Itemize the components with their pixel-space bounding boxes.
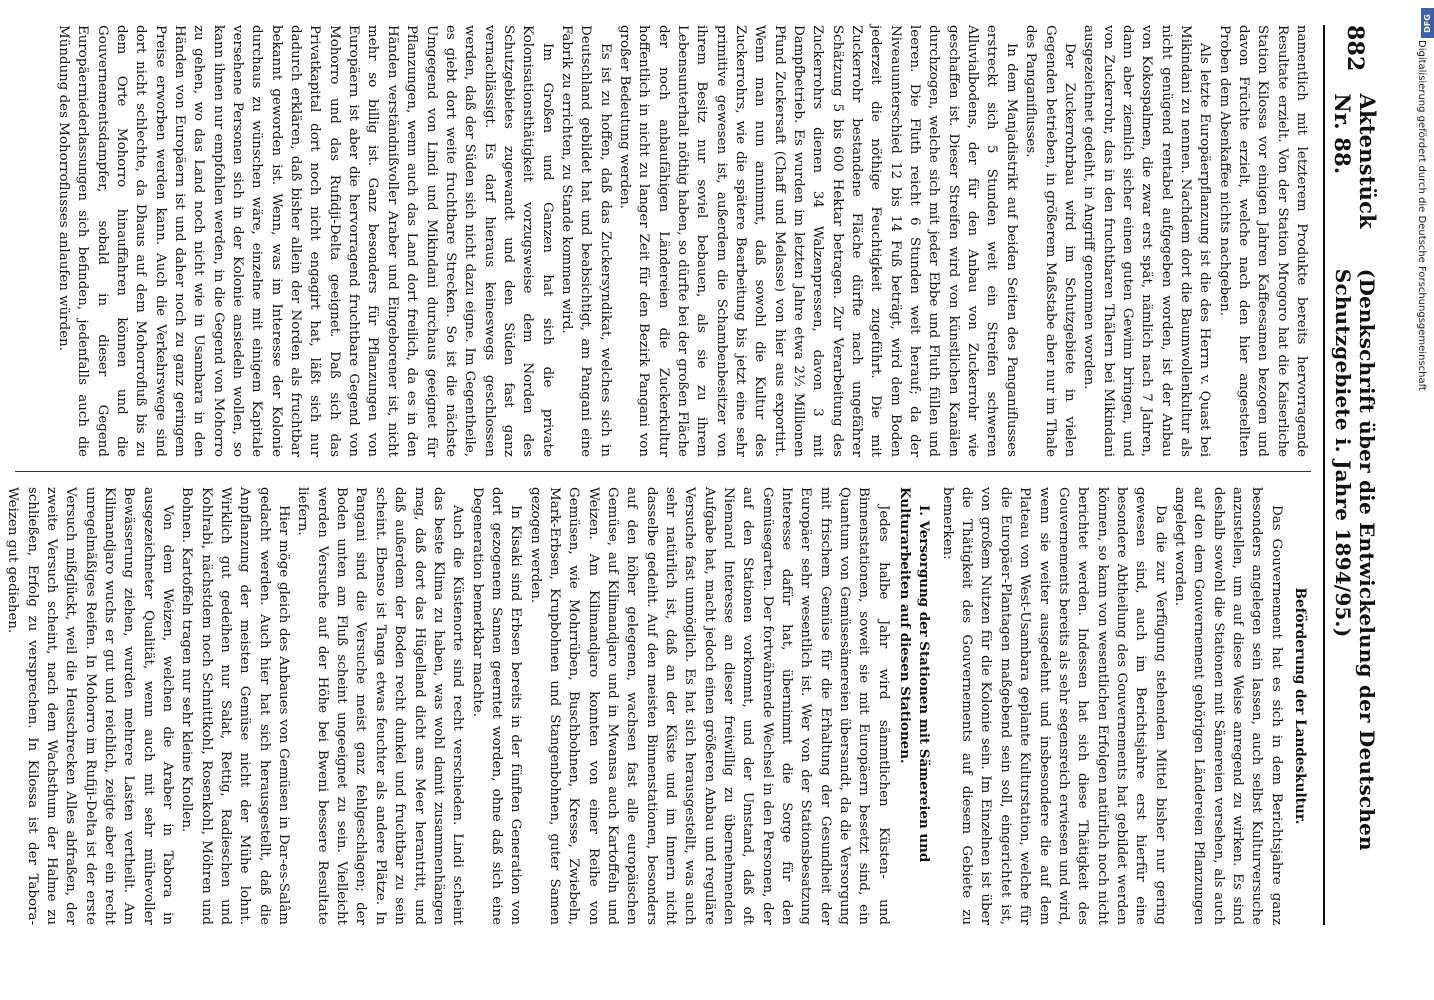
subsection-heading: I. Versorgung der Stationen mit Sämereien und Kulturarbeiten auf diesen Stationen. bbox=[897, 487, 933, 863]
right-column bbox=[5, 487, 1311, 925]
column-divider bbox=[15, 471, 1311, 472]
dfg-logo: DFG bbox=[1421, 8, 1434, 38]
paragraph: Der Zuckerrohrbau wird im Schutzgebiete in vielen Gegenden betrieben, in größerem Maßstabe aber nur im Thale des Panganiflusses. bbox=[1023, 25, 1077, 457]
running-title: (Denkschrift über die Entwickelung der Deutschen Schutzgebiete i. Jahre 1894/95.) bbox=[1331, 268, 1379, 851]
paragraph: Hier möge gleich des Anbaues von Gemüsen in Dar-es-Salâm gedacht werden. Auch hier hat sich herausgestellt, daß die Anpflanzung der meisten Gemüse nicht der Mühe lohnt. Wirklich gut gedeihen nur Salat, Rettig, Radieschen und Kohlrabi, nächstdem noch Schnittkohl, Rosenkohl, Möhren und Bohnen. Kartoffeln tragen nur sehr kleine Knollen. bbox=[179, 487, 292, 925]
page-header bbox=[1323, 25, 1385, 925]
digitization-note-text: Digitalisierung gefördert durch die Deutsche Forschungsgemeinschaft bbox=[1416, 40, 1427, 391]
paragraph: Von dem Weizen, welchen die Araber in Tabora in ausgezeichneter Qualität, wenn auch mit sehr mühevoller Bewässerung ziehen, wurden mehrere Lasten vertheilt. Am Kilimandjaro wuchs er gut und reichlich, zeigte aber ein recht unregelmäßiges Reifen. In Mohorro im Rufiji-Delta ist der erste Versuch mißglückt, weil die Heuschrecken Alles abfraßen, der zweite Versuch scheint, nach dem Wachsthum der Halme zu schließen, Erfolg zu versprechen. In Kilossa ist der Tabora-Weizen gut gediehen. bbox=[5, 487, 176, 925]
paragraph: Als letzte Europäerpflanzung ist die des Herrn v. Quast bei Mikindani zu nennen. Nachdem dort die Baumwollenkultur als nicht genügend rentabel aufgegeben worden, ist der Anbau von Kokospalmen, die zwar erst spät, nämlich nach 7 Jahren, dann aber ziemlich sicher einen guten Gewinn bringen, und von Zuckerrohr, das in den fruchtbaren Thälern bei Mikindani ausgezeichnet gedeiht, in Angriff genommen worden. bbox=[1081, 25, 1213, 457]
paragraph: Es ist zu hoffen, daß das Zuckersyndikat, welches sich in Deutschland gebildet hat und beabsichtigt, am Pangani eine Fabrik zu errichten, zu Stande kommen wird. bbox=[558, 25, 613, 457]
paragraph: Auch die Küstenorte sind recht verschieden. Lindi scheint das beste Klima zu haben, was wohl damit zusammenhängen mag, daß dort das Hügelland dicht ans Meer herantritt, und daß außerdem der Boden recht dunkel und fruchtbar zu sein scheint. Ebenso ist Tanga etwas feuchter als andere Plätze. In Pangani sind die Versuche meist ganz fehlgeschlagen; der Boden unten am Fluß scheint ungeeignet zu sein. Vielleicht werden Versuche auf der Höhe bei Bweni bessere Resultate liefern. bbox=[295, 487, 466, 925]
document-page bbox=[5, 25, 1385, 925]
paragraph: Im Großen und Ganzen hat sich die private Kolonisationsthätigkeit vorzugsweise dem Norden des Schutzgebietes zugewandt und den Süden fast ganz vernachlässigt. Es darf hieraus keineswegs geschlossen werden, daß der Süden sich nicht dazu eigne. Im Gegentheile, es giebt dort weite fruchtbare Strecken. So ist die nächste Umgegend von Lindi und Mikindani durchaus geeignet für Pflanzungen, wenn auch das Land dort freilich, da es in den Händen verständnißvoller Araber und Eingeborener ist, nicht mehr so billig ist. Ganz besonders für Pflanzungen von Europäern ist aber die hervorragend fruchtbare Gegend von Mohorro und das Rufidji-Delta geeignet. Daß sich das Privatkapital dort noch nicht engagirt hat, läßt sich nur dadurch erklären, daß bisher allein der Norden als fruchtbar bekannt geworden ist. Wenn, was im Interesse der Kolonie durchaus zu wünschen wäre, einzelne mit einigem Kapitale versehene Personen sich in der Kolonie ansiedeln wollen, so kann ihnen nur empfohlen werden, in die Gegend von Mohorro zu gehen, wo das Land noch nicht wie in Usambara in den Händen von Europäern ist und daher noch zu ganz geringem Preise erworben werden kann. Auch die Verkehrswege sind dort nicht schlechte, da Dhaus auf dem Mohorrofluß bis zu dem Orte Mohorro hinauffahren können und die Gouvernementsdampfer, sobald in dieser Gegend Europäerniederlassungen sich befinden, jedenfalls auch die Mündung des Mohorroflusses anlaufen würden. bbox=[56, 25, 555, 457]
page-number: 882 bbox=[1342, 25, 1368, 72]
paragraph: Da die zur Verfügung stehenden Mittel bisher nur gering gewesen sind, auch im Berichtsjahre erst hierfür eine besondere Abtheilung des Gouvernements hat gebildet werden können, so kann von wesentlichen Erfolgen natürlich noch nicht berichtet werden. Indessen hat sich diese Thätigkeit des Gouvernements bereits als sehr segensreich erwiesen und wird, wenn sie weiter ausgedehnt und insbesondere die auf dem Plateau von West-Usambara geplante Kulturstation, welche für die Europäer-Plantagen maßgebend sein soll, eingerichtet ist, von großem Nutzen für die Kolonie sein. Im Einzelnen ist über die Thätigkeit des Gouvernements auf diesem Gebiete zu bemerken: bbox=[939, 487, 1168, 925]
document-number: Aktenstück Nr. 88. bbox=[1330, 93, 1380, 229]
section-heading: Beförderung der Landeskultur. bbox=[1292, 587, 1308, 825]
paragraph: In Kisaki sind Erbsen bereits in der fünften Generation von dort gezogenem Samen geerntet worden, ohne daß sich eine Degeneration bemerkbar machte. bbox=[469, 487, 524, 925]
left-column bbox=[15, 25, 1311, 457]
paragraph: namentlich mit letzterem Produkte bereits hervorragende Resultate erzielt. Von der Station Mrogoro hat die Kaiserliche Station Kilossa vor einigen Jahren Kaffeesamen bezogen und davon Früchte erzielt, welche nach den hier angestellten Proben dem Abenkaffee nichts nachgeben. bbox=[1216, 25, 1309, 457]
paragraph: Das Gouvernement hat es sich in dem Berichtsjahre ganz besonders angelegen sein lassen, auch selbst Kulturversuche anzustellen, um auf diese Weise anregend zu wirken. Es sind deshalb sowohl die Stationen mit Sämereien versehen, als auch auf den dem Gouvernement gehörigen Ländereien Pflanzungen angelegt worden. bbox=[1171, 487, 1284, 925]
paragraph: Jedes halbe Jahr wird sämmtlichen Küsten- und Binnenstationen, soweit sie mit Europäern besetzt sind, ein Quantum von Gemüsesämereien übersandt, da die Versorgung mit frischem Gemüse für die Erhaltung der Gesundheit der Europäer sehr wesentlich ist. Wer von der Stationsbesatzung Interesse dafür hat, übernimmt die Sorge für den Gemüsegarten. Der fortwährende Wechsel in den Personen, der auf den Stationen vorkommt, und der Umstand, daß oft Niemand Interesse an dieser freiwillig zu übernehmenden Aufgabe hat, macht jedoch einen größeren Anbau und reguläre Versuche fast unmöglich. Es hat sich herausgestellt, was auch sehr natürlich ist, daß an der Küste und im Innern nicht dasselbe gedeiht. Auf den meisten Binnenstationen, besonders auf den höher gelegenen, wachsen fast alle europäischen Gemüse, auf Kilimandjaro und in Mwansa auch Kartoffeln und Weizen. Am Kilimandjaro konnten von einer Reihe von Gemüsen, wie Mohrrüben, Buschbohnen, Kresse, Zwiebeln, Mark-Erbsen, Krupbohnen und Stangenbohnen, guter Samen gezogen werden. bbox=[527, 487, 891, 925]
paragraph: In dem Manjadistrikt auf beiden Seiten des Panganiflusses erstreckt sich 5 Stunden weit ein Streifen schweren Alluvialbodens, der für den Anbau von Zuckerrohr wie geschaffen ist. Dieser Streifen wird von künstlichen Kanälen durchzogen, welche sich mit jeder Ebbe und Fluth füllen und leeren. Die Fluth reicht 6 Stunden weit herauf; da der Niveauunterschied 12 bis 14 Fuß beträgt, wird dem Boden jederzeit die nöthige Feuchtigkeit zugeführt. Die mit Zuckerrohr bestandene Fläche dürfte nach ungefährer Schätzung 5 bis 600 Hektar betragen. Zur Verarbeitung des Zuckerrohrs dienen 34 Walzenpressen, davon 3 mit Dampfbetrieb. Es wurden im letzten Jahre etwa 2½ Millionen Pfund Zuckersaft (Chaff und Melasse) von hier aus exportirt. Wenn man nun annimmt, daß sowohl die Kultur des Zuckerrohrs, wie die spätere Bearbeitung bis jetzt eine sehr primitive gewesen ist, außerdem die Schambenbesitzer von ihrem Besitz nur soviel bebauen, als sie zu ihrem Lebensunterhalt nöthig haben, so dürfte bei der großen Fläche der noch anbaufähigen Ländereien die Zuckerkultur hoffentlich in nicht zu langer Zeit für den Bezirk Pangani von großer Bedeutung werden. bbox=[616, 25, 1019, 457]
